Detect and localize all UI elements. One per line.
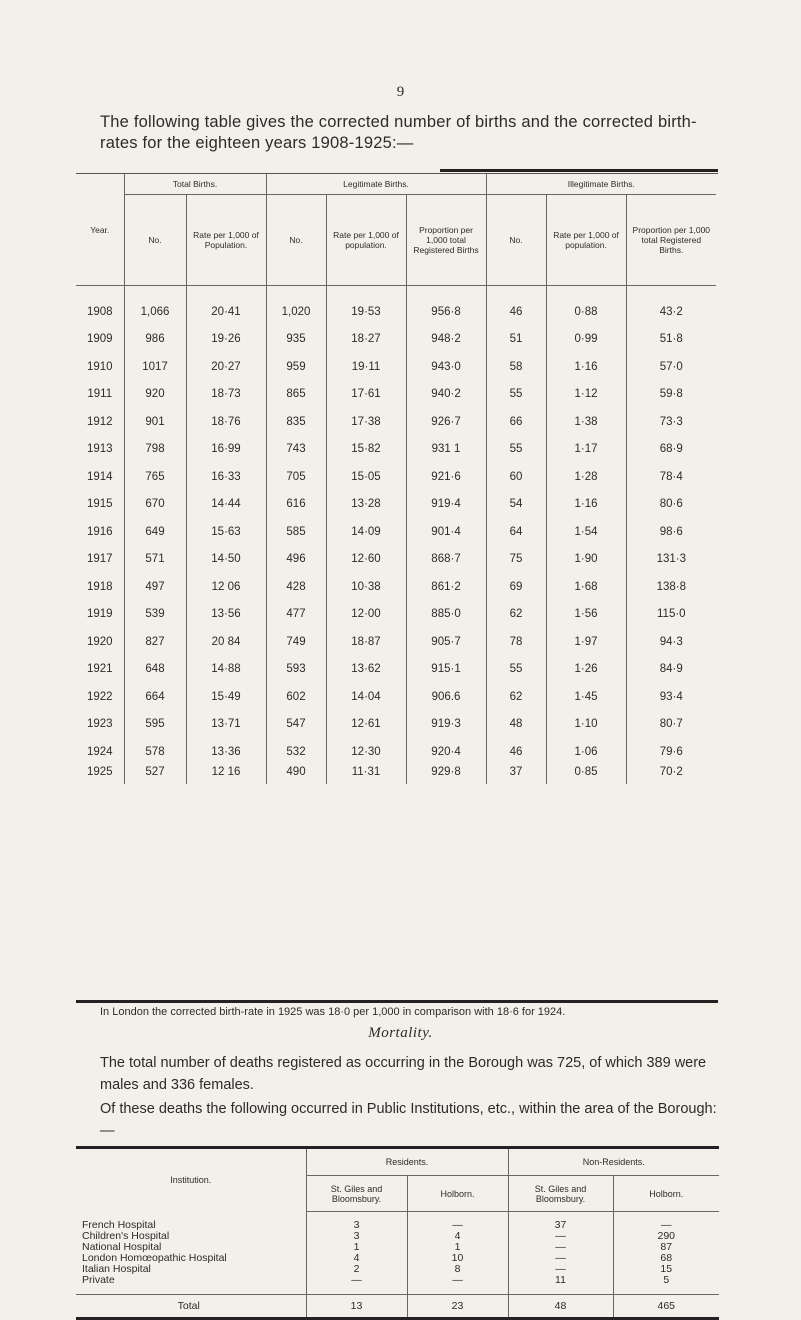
nonresidents-holborn-cell: 68 bbox=[613, 1253, 719, 1264]
illeg-no-cell: 46 bbox=[486, 286, 546, 326]
institution-name: London Homœopathic Hospital bbox=[82, 1252, 227, 1264]
residents-holborn-total: 23 bbox=[407, 1295, 508, 1318]
table-row bbox=[76, 1253, 719, 1264]
residents-header: Residents. bbox=[306, 1149, 508, 1176]
nonresidents-stgiles-cell: 37 bbox=[508, 1220, 613, 1231]
legit-rate-cell: 19·11 bbox=[326, 353, 406, 381]
nonresidents-stgiles-cell: — bbox=[508, 1264, 613, 1275]
institution-name: French Hospital bbox=[82, 1219, 156, 1231]
illegitimate-births-header: Illegitimate Births. bbox=[486, 174, 716, 195]
table-row bbox=[76, 436, 716, 464]
total-no-cell: 578 bbox=[124, 738, 186, 766]
legit-rate-cell: 12·30 bbox=[326, 738, 406, 766]
page-number: 9 bbox=[396, 84, 405, 100]
year-cell: 1913 bbox=[86, 443, 113, 456]
legit-proportion-cell: 919·4 bbox=[406, 491, 486, 519]
illeg-no-cell: 37 bbox=[486, 766, 546, 784]
institution-header: Institution. bbox=[170, 1175, 212, 1186]
illeg-rate-cell: 1·06 bbox=[546, 738, 626, 766]
table-row bbox=[76, 1275, 719, 1286]
illeg-proportion-cell: 51·8 bbox=[626, 326, 716, 354]
illeg-proportion-cell: 98·6 bbox=[626, 518, 716, 546]
illeg-rate-cell: 0·99 bbox=[546, 326, 626, 354]
legit-rate-cell: 10·38 bbox=[326, 573, 406, 601]
illeg-no-cell: 66 bbox=[486, 408, 546, 436]
mortality-heading: Mortality. bbox=[368, 1025, 433, 1041]
year-cell: 1915 bbox=[86, 498, 113, 511]
legitimate-births-header: Legitimate Births. bbox=[266, 174, 486, 195]
table-row bbox=[76, 546, 716, 574]
legit-rate-cell: 15·82 bbox=[326, 436, 406, 464]
nonresidents-holborn-total: 465 bbox=[613, 1295, 719, 1318]
total-no-cell: 1017 bbox=[124, 353, 186, 381]
legit-no-cell: 547 bbox=[266, 711, 326, 739]
legit-proportion-cell: 931 1 bbox=[406, 436, 486, 464]
illeg-proportion-header: Proportion per 1,000 total Registered Births. bbox=[626, 195, 716, 286]
legit-proportion-cell: 861·2 bbox=[406, 573, 486, 601]
intro-paragraph: The following table gives the corrected number of births and the corrected birth-rates for the eighteen years 1908-1925:— bbox=[100, 113, 697, 152]
year-cell: 1917 bbox=[86, 553, 113, 566]
table-row bbox=[76, 381, 716, 409]
illeg-rate-cell: 1·16 bbox=[546, 353, 626, 381]
institution-name: National Hospital bbox=[82, 1241, 162, 1253]
illeg-no-cell: 69 bbox=[486, 573, 546, 601]
legit-no-cell: 496 bbox=[266, 546, 326, 574]
year-cell: 1918 bbox=[86, 580, 113, 593]
illeg-rate-cell: 1·10 bbox=[546, 711, 626, 739]
total-rate-cell: 13·71 bbox=[186, 711, 266, 739]
total-row bbox=[76, 1295, 719, 1318]
deaths-table-bottom-rule bbox=[76, 1317, 719, 1320]
nonresidents-holborn-header: Holborn. bbox=[613, 1176, 719, 1212]
legit-no-cell: 585 bbox=[266, 518, 326, 546]
institution-name: Private bbox=[82, 1274, 115, 1286]
legit-no-cell: 616 bbox=[266, 491, 326, 519]
illeg-no-cell: 46 bbox=[486, 738, 546, 766]
total-rate-cell: 16·33 bbox=[186, 463, 266, 491]
nonresidents-holborn-cell: — bbox=[613, 1220, 719, 1231]
illeg-proportion-cell: 131·3 bbox=[626, 546, 716, 574]
year-cell: 1908 bbox=[86, 305, 113, 318]
legit-rate-cell: 15·05 bbox=[326, 463, 406, 491]
illeg-no-cell: 55 bbox=[486, 436, 546, 464]
legit-proportion-cell: 919·3 bbox=[406, 711, 486, 739]
illeg-no-cell: 64 bbox=[486, 518, 546, 546]
legit-proportion-cell: 901·4 bbox=[406, 518, 486, 546]
non-residents-header: Non-Residents. bbox=[508, 1149, 719, 1176]
illeg-proportion-cell: 59·8 bbox=[626, 381, 716, 409]
table-row bbox=[76, 1231, 719, 1242]
total-no-cell: 649 bbox=[124, 518, 186, 546]
total-no-cell: 497 bbox=[124, 573, 186, 601]
nonresidents-stgiles-cell: — bbox=[508, 1253, 613, 1264]
table-row bbox=[76, 656, 716, 684]
residents-holborn-cell: 4 bbox=[407, 1231, 508, 1242]
year-cell: 1910 bbox=[86, 360, 113, 373]
legit-proportion-cell: 885·0 bbox=[406, 601, 486, 629]
illeg-no-header: No. bbox=[486, 195, 546, 286]
legit-proportion-cell: 868·7 bbox=[406, 546, 486, 574]
illeg-rate-cell: 1·68 bbox=[546, 573, 626, 601]
legit-rate-cell: 11·31 bbox=[326, 766, 406, 784]
total-rate-cell: 15·63 bbox=[186, 518, 266, 546]
legit-proportion-cell: 921·6 bbox=[406, 463, 486, 491]
legit-rate-cell: 17·61 bbox=[326, 381, 406, 409]
total-births-header: Total Births. bbox=[124, 174, 266, 195]
legit-rate-cell: 17·38 bbox=[326, 408, 406, 436]
illeg-proportion-cell: 93·4 bbox=[626, 683, 716, 711]
illeg-rate-cell: 1·56 bbox=[546, 601, 626, 629]
total-rate-cell: 13·56 bbox=[186, 601, 266, 629]
illeg-no-cell: 62 bbox=[486, 601, 546, 629]
residents-stgiles-cell: 1 bbox=[306, 1242, 407, 1253]
total-rate-cell: 18·73 bbox=[186, 381, 266, 409]
year-cell: 1922 bbox=[86, 690, 113, 703]
legit-no-cell: 532 bbox=[266, 738, 326, 766]
table-row bbox=[76, 683, 716, 711]
total-rate-cell: 12 06 bbox=[186, 573, 266, 601]
year-header: Year. bbox=[76, 174, 124, 286]
illeg-proportion-cell: 78·4 bbox=[626, 463, 716, 491]
nonresidents-stgiles-header: St. Giles and Bloomsbury. bbox=[508, 1176, 613, 1212]
illeg-rate-cell: 1·17 bbox=[546, 436, 626, 464]
residents-stgiles-cell: 2 bbox=[306, 1264, 407, 1275]
nonresidents-holborn-cell: 15 bbox=[613, 1264, 719, 1275]
illeg-rate-cell: 1·12 bbox=[546, 381, 626, 409]
residents-holborn-cell: — bbox=[407, 1220, 508, 1231]
illeg-rate-cell: 1·90 bbox=[546, 546, 626, 574]
institution-name: Italian Hospital bbox=[82, 1263, 151, 1275]
legit-proportion-cell: 956·8 bbox=[406, 286, 486, 326]
nonresidents-stgiles-total: 48 bbox=[508, 1295, 613, 1318]
legit-no-cell: 477 bbox=[266, 601, 326, 629]
total-no-cell: 527 bbox=[124, 766, 186, 784]
total-rate-cell: 13·36 bbox=[186, 738, 266, 766]
year-cell: 1920 bbox=[86, 635, 113, 648]
total-no-cell: 670 bbox=[124, 491, 186, 519]
deaths-paragraph: The total number of deaths registered as occurring in the Borough was 725, of which 389 were males and 336 females. bbox=[100, 1055, 707, 1093]
legit-no-cell: 835 bbox=[266, 408, 326, 436]
births-table bbox=[76, 174, 716, 784]
year-cell: 1916 bbox=[86, 525, 113, 538]
illeg-rate-cell: 0·85 bbox=[546, 766, 626, 784]
table-row bbox=[76, 491, 716, 519]
legit-proportion-cell: 926·7 bbox=[406, 408, 486, 436]
illeg-rate-cell: 0·88 bbox=[546, 286, 626, 326]
table-row bbox=[76, 286, 716, 326]
legit-no-cell: 490 bbox=[266, 766, 326, 784]
illeg-no-cell: 55 bbox=[486, 656, 546, 684]
table-row bbox=[76, 326, 716, 354]
legit-rate-cell: 18·27 bbox=[326, 326, 406, 354]
illeg-no-cell: 54 bbox=[486, 491, 546, 519]
illeg-proportion-cell: 80·7 bbox=[626, 711, 716, 739]
illeg-proportion-cell: 138·8 bbox=[626, 573, 716, 601]
legit-rate-cell: 12·00 bbox=[326, 601, 406, 629]
table-row bbox=[76, 518, 716, 546]
nonresidents-stgiles-cell: — bbox=[508, 1231, 613, 1242]
residents-holborn-header: Holborn. bbox=[407, 1176, 508, 1212]
legit-proportion-cell: 920·4 bbox=[406, 738, 486, 766]
legit-rate-cell: 14·09 bbox=[326, 518, 406, 546]
illeg-no-cell: 58 bbox=[486, 353, 546, 381]
table-row bbox=[76, 353, 716, 381]
legit-rate-cell: 14·04 bbox=[326, 683, 406, 711]
legit-no-cell: 593 bbox=[266, 656, 326, 684]
deaths-table bbox=[76, 1149, 719, 1317]
illeg-no-cell: 60 bbox=[486, 463, 546, 491]
illeg-proportion-cell: 115·0 bbox=[626, 601, 716, 629]
year-cell: 1924 bbox=[86, 745, 113, 758]
total-rate-cell: 20·41 bbox=[186, 286, 266, 326]
illeg-rate-cell: 1·97 bbox=[546, 628, 626, 656]
table-row bbox=[76, 628, 716, 656]
legit-no-cell: 1,020 bbox=[266, 286, 326, 326]
table-row bbox=[76, 738, 716, 766]
illeg-rate-cell: 1·16 bbox=[546, 491, 626, 519]
legit-no-cell: 959 bbox=[266, 353, 326, 381]
total-label: Total bbox=[76, 1295, 306, 1318]
year-cell: 1911 bbox=[87, 388, 113, 401]
total-no-cell: 901 bbox=[124, 408, 186, 436]
illeg-no-cell: 78 bbox=[486, 628, 546, 656]
table-top-rule bbox=[440, 169, 718, 172]
illeg-rate-cell: 1·54 bbox=[546, 518, 626, 546]
legit-proportion-cell: 929·8 bbox=[406, 766, 486, 784]
illeg-rate-cell: 1·28 bbox=[546, 463, 626, 491]
legit-rate-cell: 13·28 bbox=[326, 491, 406, 519]
total-rate-cell: 16·99 bbox=[186, 436, 266, 464]
illeg-no-cell: 55 bbox=[486, 381, 546, 409]
table-row bbox=[76, 766, 716, 784]
total-no-cell: 664 bbox=[124, 683, 186, 711]
legit-no-cell: 865 bbox=[266, 381, 326, 409]
institution-name: Children's Hospital bbox=[82, 1230, 170, 1242]
total-rate-cell: 20 84 bbox=[186, 628, 266, 656]
year-cell: 1923 bbox=[86, 718, 113, 731]
illeg-proportion-cell: 80·6 bbox=[626, 491, 716, 519]
legit-no-cell: 935 bbox=[266, 326, 326, 354]
illeg-rate-header: Rate per 1,000 of population. bbox=[546, 195, 626, 286]
table-row bbox=[76, 711, 716, 739]
legit-rate-cell: 19·53 bbox=[326, 286, 406, 326]
legit-proportion-header: Proportion per 1,000 total Registered Births bbox=[406, 195, 486, 286]
total-no-cell: 595 bbox=[124, 711, 186, 739]
year-cell: 1914 bbox=[86, 470, 113, 483]
legit-no-cell: 705 bbox=[266, 463, 326, 491]
legit-proportion-cell: 940·2 bbox=[406, 381, 486, 409]
illeg-proportion-cell: 79·6 bbox=[626, 738, 716, 766]
total-no-header: No. bbox=[124, 195, 186, 286]
total-rate-cell: 12 16 bbox=[186, 766, 266, 784]
total-rate-cell: 15·49 bbox=[186, 683, 266, 711]
legit-no-cell: 602 bbox=[266, 683, 326, 711]
nonresidents-stgiles-cell: 11 bbox=[508, 1275, 613, 1286]
table-row bbox=[76, 573, 716, 601]
residents-stgiles-cell: — bbox=[306, 1275, 407, 1286]
residents-stgiles-cell: 3 bbox=[306, 1231, 407, 1242]
table-row bbox=[76, 1220, 719, 1231]
total-no-cell: 827 bbox=[124, 628, 186, 656]
residents-stgiles-cell: 4 bbox=[306, 1253, 407, 1264]
illeg-no-cell: 62 bbox=[486, 683, 546, 711]
institutions-paragraph: Of these deaths the following occurred in Public Institutions, etc., within the area of the Borough:— bbox=[100, 1101, 717, 1139]
residents-stgiles-header: St. Giles and Bloomsbury. bbox=[306, 1176, 407, 1212]
year-cell: 1909 bbox=[86, 333, 113, 346]
year-cell: 1921 bbox=[86, 663, 113, 676]
residents-holborn-cell: 1 bbox=[407, 1242, 508, 1253]
total-rate-cell: 14·50 bbox=[186, 546, 266, 574]
total-no-cell: 798 bbox=[124, 436, 186, 464]
nonresidents-holborn-cell: 290 bbox=[613, 1231, 719, 1242]
legit-no-cell: 743 bbox=[266, 436, 326, 464]
illeg-rate-cell: 1·26 bbox=[546, 656, 626, 684]
legit-proportion-cell: 906.6 bbox=[406, 683, 486, 711]
total-rate-header: Rate per 1,000 of Population. bbox=[186, 195, 266, 286]
residents-stgiles-total: 13 bbox=[306, 1295, 407, 1318]
total-no-cell: 648 bbox=[124, 656, 186, 684]
total-no-cell: 986 bbox=[124, 326, 186, 354]
year-cell: 1919 bbox=[86, 608, 113, 621]
legit-proportion-cell: 943·0 bbox=[406, 353, 486, 381]
legit-proportion-cell: 948·2 bbox=[406, 326, 486, 354]
total-rate-cell: 14·88 bbox=[186, 656, 266, 684]
total-rate-cell: 20·27 bbox=[186, 353, 266, 381]
year-cell: 1925 bbox=[86, 765, 113, 778]
legit-proportion-cell: 905·7 bbox=[406, 628, 486, 656]
illeg-proportion-cell: 43·2 bbox=[626, 286, 716, 326]
institution-cell bbox=[76, 1275, 306, 1286]
residents-holborn-cell: 8 bbox=[407, 1264, 508, 1275]
illeg-proportion-cell: 68·9 bbox=[626, 436, 716, 464]
total-no-cell: 920 bbox=[124, 381, 186, 409]
illeg-proportion-cell: 57·0 bbox=[626, 353, 716, 381]
nonresidents-holborn-cell: 87 bbox=[613, 1242, 719, 1253]
legit-no-cell: 428 bbox=[266, 573, 326, 601]
legit-rate-cell: 12·60 bbox=[326, 546, 406, 574]
table-bottom-rule bbox=[76, 1000, 718, 1003]
residents-stgiles-cell: 3 bbox=[306, 1220, 407, 1231]
illeg-no-cell: 48 bbox=[486, 711, 546, 739]
legit-rate-cell: 18·87 bbox=[326, 628, 406, 656]
illeg-proportion-cell: 84·9 bbox=[626, 656, 716, 684]
illeg-no-cell: 51 bbox=[486, 326, 546, 354]
illeg-proportion-cell: 73·3 bbox=[626, 408, 716, 436]
illeg-no-cell: 75 bbox=[486, 546, 546, 574]
illeg-rate-cell: 1·45 bbox=[546, 683, 626, 711]
legit-rate-header: Rate per 1,000 of population. bbox=[326, 195, 406, 286]
table-row bbox=[76, 408, 716, 436]
total-no-cell: 539 bbox=[124, 601, 186, 629]
london-birth-rate-note: In London the corrected birth-rate in 1925 was 18·0 per 1,000 in comparison with 18·6 for 1924. bbox=[100, 1006, 566, 1018]
total-no-cell: 765 bbox=[124, 463, 186, 491]
table-row bbox=[76, 1264, 719, 1275]
table-row bbox=[76, 601, 716, 629]
total-no-cell: 1,066 bbox=[124, 286, 186, 326]
illeg-proportion-cell: 70·2 bbox=[626, 766, 716, 784]
total-rate-cell: 18·76 bbox=[186, 408, 266, 436]
legit-proportion-cell: 915·1 bbox=[406, 656, 486, 684]
residents-holborn-cell: 10 bbox=[407, 1253, 508, 1264]
illeg-proportion-cell: 94·3 bbox=[626, 628, 716, 656]
residents-holborn-cell: — bbox=[407, 1275, 508, 1286]
legit-rate-cell: 13·62 bbox=[326, 656, 406, 684]
legit-no-cell: 749 bbox=[266, 628, 326, 656]
nonresidents-stgiles-cell: — bbox=[508, 1242, 613, 1253]
legit-no-header: No. bbox=[266, 195, 326, 286]
illeg-rate-cell: 1·38 bbox=[546, 408, 626, 436]
table-row bbox=[76, 463, 716, 491]
legit-rate-cell: 12·61 bbox=[326, 711, 406, 739]
total-rate-cell: 14·44 bbox=[186, 491, 266, 519]
total-no-cell: 571 bbox=[124, 546, 186, 574]
nonresidents-holborn-cell: 5 bbox=[613, 1275, 719, 1286]
total-rate-cell: 19·26 bbox=[186, 326, 266, 354]
year-cell: 1912 bbox=[86, 415, 113, 428]
